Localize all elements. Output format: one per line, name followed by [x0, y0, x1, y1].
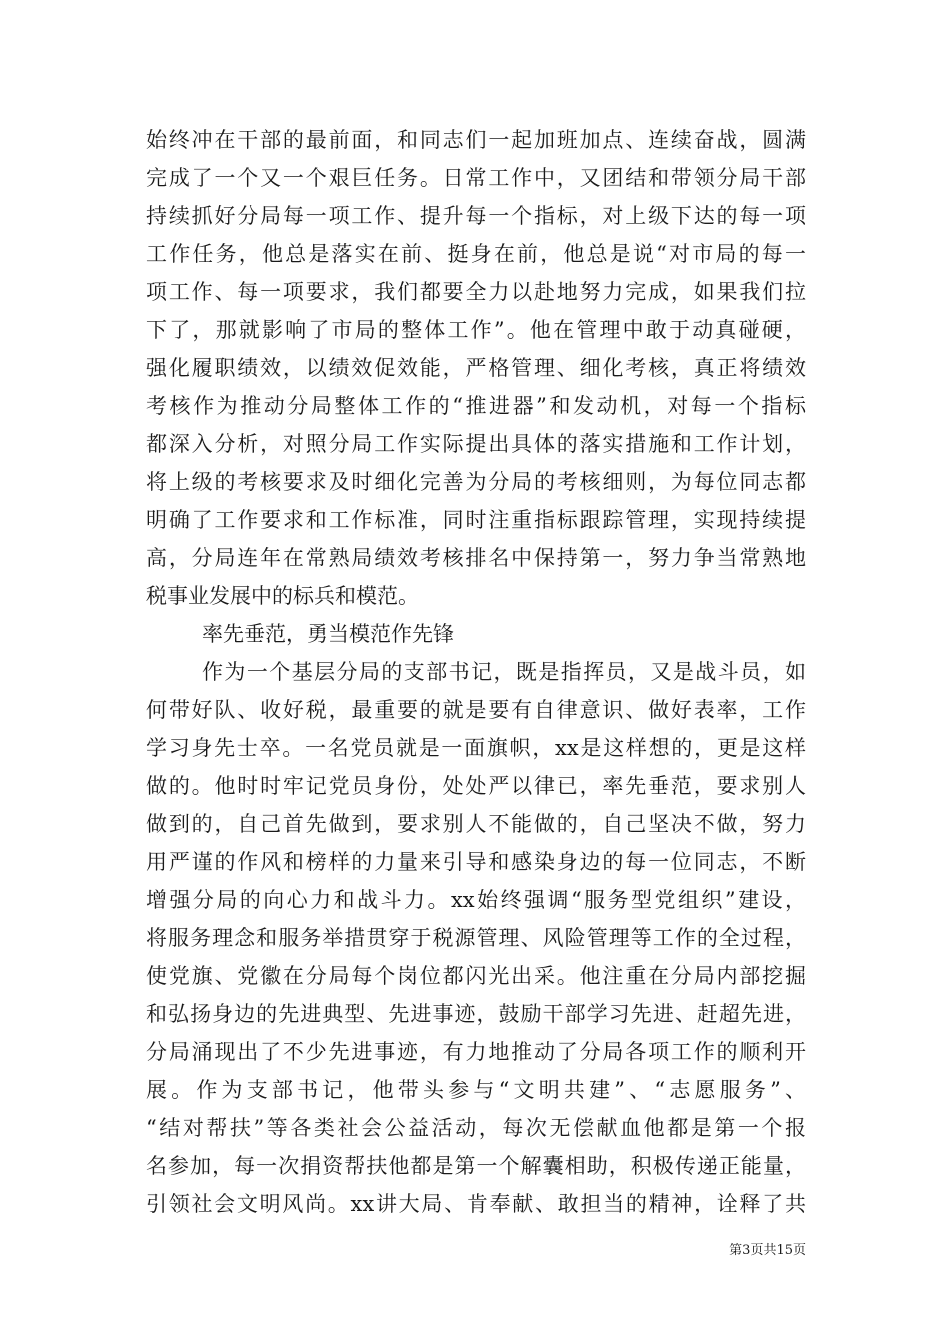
text-line: 高，分局连年在常熟局绩效考核排名中保持第一，努力争当常熟地	[146, 546, 806, 570]
text-line: 完成了一个又一个艰巨任务。日常工作中，又团结和带领分局干部	[146, 166, 806, 190]
text-line: 使党旗、党徽在分局每个岗位都闪光出采。他注重在分局内部挖掘	[146, 964, 806, 988]
text-line: 持续抓好分局每一项工作、提升每一个指标，对上级下达的每一项	[146, 204, 806, 228]
text-line: 考核作为推动分局整体工作的“推进器”和发动机，对每一个指标	[146, 394, 806, 418]
text-line: 做的。他时时牢记党员身份，处处严以律已，率先垂范，要求别人	[146, 774, 806, 798]
text-line: 和弘扬身边的先进典型、先进事迹，鼓励干部学习先进、赶超先进，	[146, 1002, 806, 1026]
text-line: 下了，那就影响了市局的整体工作”。他在管理中敢于动真碰硬，	[146, 318, 806, 342]
text-line: 用严谨的作风和榜样的力量来引导和感染身边的每一位同志，不断	[146, 850, 806, 874]
text-line: 将上级的考核要求及时细化完善为分局的考核细则，为每位同志都	[146, 470, 806, 494]
text-line: 将服务理念和服务举措贯穿于税源管理、风险管理等工作的全过程，	[146, 926, 806, 950]
text-line: 分局涌现出了不少先进事迹，有力地推动了分局各项工作的顺利开	[146, 1040, 806, 1064]
text-line: 明确了工作要求和工作标准，同时注重指标跟踪管理，实现持续提	[146, 508, 806, 532]
text-line: 名参加，每一次捐资帮扶他都是第一个解囊相助，积极传递正能量，	[146, 1154, 806, 1178]
text-line: 何带好队、收好税，最重要的就是要有自律意识、做好表率，工作	[146, 698, 806, 722]
text-line: “结对帮扶”等各类社会公益活动，每次无偿献血他都是第一个报	[146, 1116, 806, 1140]
text-line: 展。作为支部书记，他带头参与“文明共建”、“志愿服务”、	[146, 1078, 806, 1102]
text-line: 始终冲在干部的最前面，和同志们一起加班加点、连续奋战，圆满	[146, 128, 806, 152]
text-line: 引领社会文明风尚。xx讲大局、肯奉献、敢担当的精神，诠释了共	[146, 1192, 806, 1216]
text-line: 强化履职绩效，以绩效促效能，严格管理、细化考核，真正将绩效	[146, 356, 806, 380]
paragraph-end-line: 税事业发展中的标兵和模范。	[146, 584, 419, 608]
page-number: 第3页共15页	[729, 1243, 806, 1258]
body-text	[146, 121, 806, 1223]
text-line: 做到的，自己首先做到，要求别人不能做的，自己坚决不做，努力	[146, 812, 806, 836]
text-line: 增强分局的向心力和战斗力。xx始终强调“服务型党组织”建设，	[146, 888, 806, 912]
section-heading: 率先垂范，勇当模范作先锋	[202, 622, 454, 646]
text-line: 项工作、每一项要求，我们都要全力以赴地努力完成，如果我们拉	[146, 280, 806, 304]
text-line: 工作任务，他总是落实在前、挺身在前，他总是说“对市局的每一	[146, 242, 806, 266]
text-line: 学习身先士卒。一名党员就是一面旗帜，xx是这样想的，更是这样	[146, 736, 806, 760]
text-line: 都深入分析，对照分局工作实际提出具体的落实措施和工作计划，	[146, 432, 806, 456]
paragraph-first-line: 作为一个基层分局的支部书记，既是指挥员，又是战斗员，如	[202, 660, 806, 684]
